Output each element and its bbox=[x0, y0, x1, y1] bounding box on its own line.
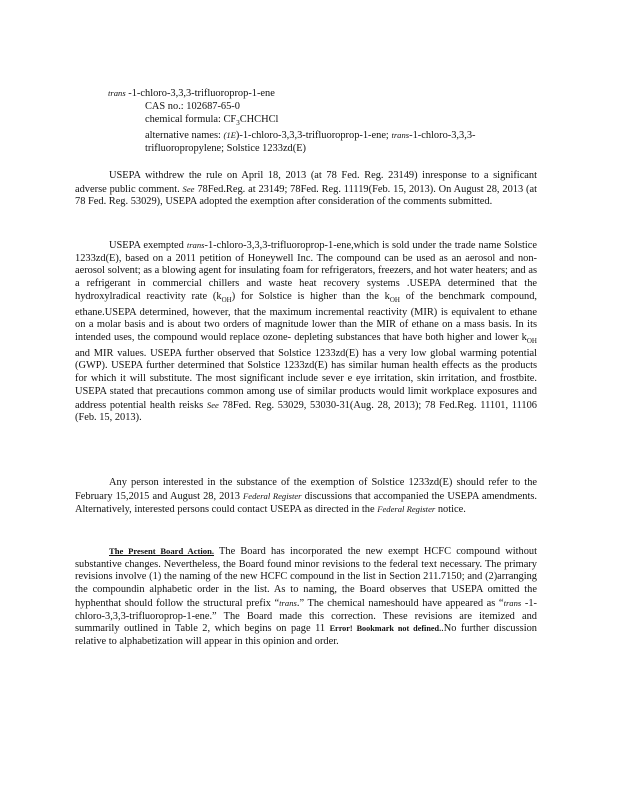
federal-register-ref: Federal Register bbox=[243, 490, 302, 501]
cas-number: CAS no.: 102687-65-0 bbox=[145, 100, 240, 112]
formula-value: $CF_3CHCHCl$ bbox=[223, 113, 279, 127]
bookmark-error: Error! Bookmark not defined. bbox=[329, 624, 442, 634]
chemical-formula-line bbox=[108, 114, 538, 130]
formula-label: chemical formula: bbox=[145, 113, 221, 125]
citation-see: See bbox=[206, 399, 219, 410]
trans-prefix: trans bbox=[108, 88, 126, 98]
federal-register-ref: Federal Register bbox=[377, 504, 436, 515]
paragraph-exemption-details: USEPA exempted trans-1-chloro-3,3,3-trifluoroprop-1-ene,which is sold under the trade name Solstice 1233zd(E), based on a 2011 petition of Honeywell Inc. The compound can be used as an aerosol and non-aerosol solvent; as a blowing agent for insulating foam for refrigerators, freezers, and hot water heaters; and as a refrigerant in commercial chillers and waste heat recovery systems .USEPA determined that the hydroxylradical reactivity rate $(k_{OH})$ for Solstice is higher than the $k_{OH}$ of the benchmark compound, ethane.USEPA determined, however, that the maximum incremental reactivity (MIR) is equivalent to ethane on a molar basis and is about two orders of magnitude lower than the MIR of ethane on a mass basis. In its intended uses, the compound would replace ozone- depleting substances that have both higher and lower $k_{OH}$ and MIR values. USEPA further observed that Solstice 1233zd(E) has a very low global warming potential (GWP). USEPA further determined that Solstice 1233zd(E) has similar human health effects as the products for which it will substitute. The most significant include sever e eye irritation, skin irritation, and frostbite. USEPA stated that precautions common among use of similar products would limit workplace exposures and address potential health reisks See 78Fed. Reg. 53029, 53030-31(Aug. 28, 2013); 78 Fed.Reg. 11101, 11106 (Feb. 15, 2013). bbox=[75, 240, 537, 424]
paragraph-withdrawal: USEPA withdrew the rule on April 18, 2013 (at 78 Fed. Reg. 23149) inresponse to a significant adverse public comment. See 78Fed.Reg. at 23149; 78Fed. Reg. 11119(Feb. 15, 2013). On August 28, 2013 (at 78 Fed. Reg. 53029), USEPA adopted the exemption after consideration of the comments submitted. bbox=[75, 170, 537, 208]
citation-see: See bbox=[182, 183, 195, 194]
alternative-names-line: alternative names: (1E)-1-chloro-3,3,3-trifluoroprop-1-ene; trans-1-chloro-3,3,3- bbox=[145, 130, 476, 142]
alternative-names-continuation: trifluoropropylene; Solstice 1233zd(E) bbox=[145, 143, 307, 155]
chemical-name-line bbox=[108, 87, 538, 101]
paragraph-board-action: The Present Board Action. The Board has incorporated the new exempt HCFC compound without substantive changes. Nevertheless, the Board found minor revisions to the federal text necessary. The primary revisions involve (1) the naming of the new HCFC compound in the list in Section 211.7150; and (2)arranging the compoundin alphabetic order in the list. As to naming, the Board observes that USEPA omitted the hyphenthat should follow the structural prefix “trans.” The chemical nameshould have appeared as “trans -1-chloro-3,3,3-trifluoroprop-1-ene.” The Board made this correction. These revisions are itemized and summarily outlined in Table 2, which begins on page 11 Error! Bookmark not defined..No further discussion relative to alphabetization will appear in this opinion and order. bbox=[75, 546, 537, 647]
section-heading: The Present Board Action. bbox=[109, 546, 215, 556]
alt-names-label: alternative names: bbox=[145, 130, 221, 142]
chemical-identification-block bbox=[108, 87, 538, 156]
paragraph-interested-persons: Any person interested in the substance of the exemption of Solstice 1233zd(E) should refer to the February 15,2015 and August 28, 2013 Federal Register discussions that accompanied the USEPA amendments. Alternatively, interested persons could contact USEPA as directed in the Federal Register notice. bbox=[75, 477, 537, 516]
chemical-name: -1-chloro-3,3,3-trifluoroprop-1-ene bbox=[128, 88, 275, 99]
